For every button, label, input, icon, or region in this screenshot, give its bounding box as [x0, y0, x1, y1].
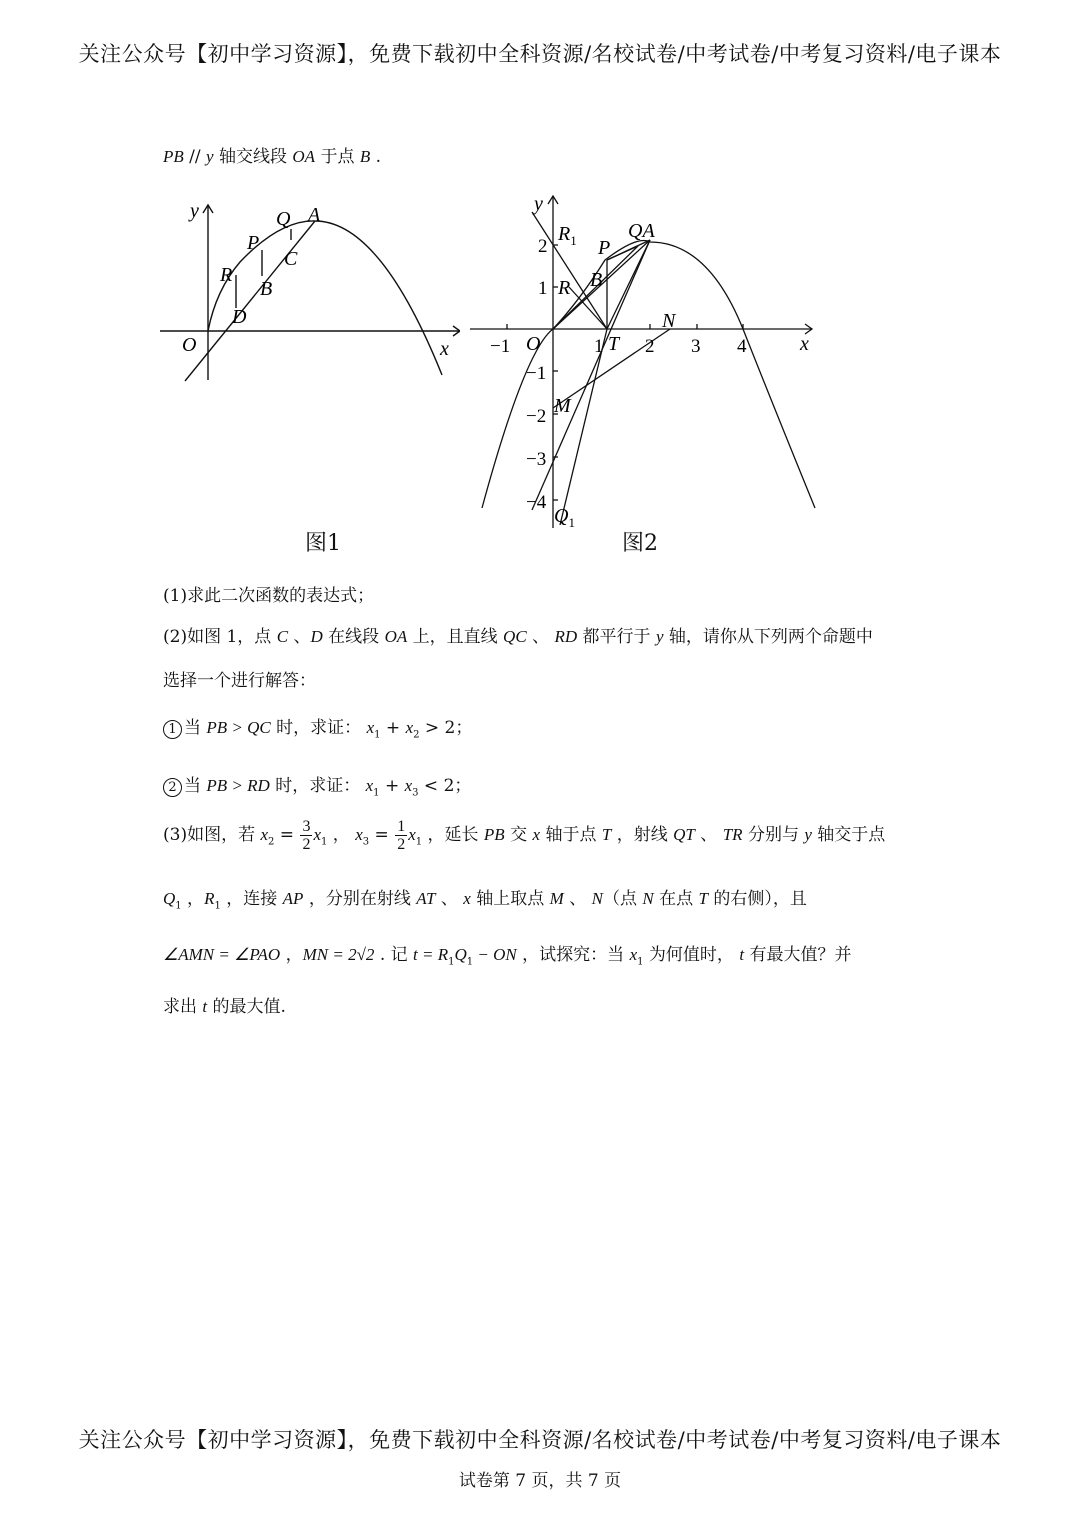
text-fragment: C [276, 627, 289, 646]
question-2-line-2: 选择一个进行解答： [163, 671, 316, 691]
fig2-label-n: N [662, 310, 676, 332]
fig1-label-r: R [220, 264, 233, 286]
text-fragment: （点 [602, 889, 643, 909]
text-fragment: x [408, 825, 416, 844]
figure-1 [160, 195, 460, 385]
text-fragment: 1 [637, 956, 644, 968]
text-fragment: PB > RD [206, 776, 270, 795]
text-fragment: . [370, 147, 382, 167]
text-fragment: (3)如图，若 [163, 825, 261, 845]
fig2-tick-x-3: 3 [691, 336, 701, 357]
fraction-1-2 [395, 818, 407, 853]
text-fragment: 3 [302, 818, 311, 835]
fig2-label-o: O [526, 333, 541, 355]
text-fragment: RD [554, 627, 578, 646]
text-fragment: ，分别在射线 [303, 889, 417, 909]
fig2-label-t: T [608, 333, 620, 355]
text-fragment: 、 [694, 825, 723, 845]
text-fragment: 、 [288, 627, 311, 647]
text-fragment: 当 [184, 718, 207, 738]
text-fragment: OA [384, 627, 408, 646]
text-fragment: ， [181, 889, 205, 909]
text-fragment: M [549, 889, 564, 908]
text-fragment: . 记 [374, 945, 414, 965]
text-fragment: N [642, 889, 654, 908]
choice-2 [163, 771, 471, 798]
text-fragment: 1 [321, 836, 328, 848]
text-fragment: N [591, 889, 603, 908]
text-fragment: ，试探究：当 [516, 945, 630, 965]
text-fragment: 1 [448, 956, 455, 968]
text-fragment: Q [554, 505, 569, 527]
text-fragment: 1 [466, 956, 474, 968]
text-fragment: TR [722, 825, 743, 844]
text-fragment: x [463, 889, 471, 908]
text-fragment: ，连接 [220, 889, 283, 909]
fig2-tick-y-2: 2 [538, 236, 548, 257]
text-fragment: 有最大值？并 [744, 945, 852, 965]
text-fragment: Q [454, 945, 467, 964]
text-fragment: y [655, 627, 664, 646]
question-3-line-1 [163, 818, 885, 853]
fig1-label-d: D [232, 306, 247, 328]
text-fragment: 轴，请你从下列两个命题中 [663, 627, 873, 647]
bottom-banner: 关注公众号【初中学习资源】，免费下载初中全科资源/名校试卷/中考试卷/中考复习资料/电子课本 [78, 1428, 1002, 1452]
fig2-tick-y-neg3: −3 [526, 449, 547, 470]
fig2-label-m: M [554, 395, 571, 417]
circled-number-2: 2 [163, 778, 182, 797]
text-fragment: 的右侧），且 [707, 889, 807, 909]
fig2-tick-x-2: 2 [645, 336, 655, 357]
text-fragment: y [804, 825, 812, 844]
fig1-label-x: x [440, 338, 449, 360]
fig2-label-x: x [800, 333, 809, 355]
question-1: (1)求此二次函数的表达式； [163, 586, 375, 606]
intro-line [163, 142, 381, 167]
text-fragment: 交 [504, 825, 533, 845]
top-banner: 关注公众号【初中学习资源】，免费下载初中全科资源/名校试卷/中考试卷/中考复习资料/电子课本 [78, 42, 1002, 66]
text-fragment: ∠AMN = ∠PAO [163, 945, 281, 964]
fraction-3-2 [300, 818, 312, 853]
text-fragment: 1 [570, 233, 577, 248]
text-fragment: 1 [373, 787, 380, 799]
fig2-tick-x-neg1: −1 [490, 336, 511, 357]
page-footer: 试卷第 7 页，共 7 页 [458, 1471, 622, 1491]
text-fragment: 、 [526, 627, 555, 647]
fig2-label-r1 [557, 223, 577, 248]
fig2-label-p: P [598, 237, 611, 259]
text-fragment: 分别与 [742, 825, 805, 845]
text-fragment: x [532, 825, 541, 844]
fig2-caption: 图2 [622, 531, 658, 556]
text-fragment: QT [673, 825, 695, 844]
fig1-label-p: P [247, 232, 260, 254]
text-fragment: 1 [374, 729, 381, 741]
text-fragment: 2 [268, 836, 275, 848]
text-fragment: 1 [415, 836, 423, 848]
fig1-caption: 图1 [305, 531, 341, 556]
text-fragment: x [260, 825, 269, 844]
text-fragment: 3 [412, 787, 419, 799]
text-fragment: (2)如图 1，点 [163, 627, 277, 647]
text-fragment: 轴交于点 [811, 825, 886, 845]
question-2-line-1 [163, 622, 873, 647]
text-fragment: // [183, 147, 207, 167]
text-fragment: 3 [362, 836, 370, 848]
text-fragment: 轴交线段 [213, 147, 293, 167]
text-fragment: 时，求证： [269, 776, 361, 796]
fig1-label-q: Q [276, 208, 291, 230]
question-3-line-3 [163, 940, 851, 967]
text-fragment: 求出 [163, 997, 203, 1017]
text-fragment: QC [503, 627, 527, 646]
text-fragment: 在点 [653, 889, 699, 909]
fig2-label-b: B [590, 269, 603, 291]
text-fragment: B [359, 147, 371, 166]
text-fragment: > 2 [419, 718, 456, 738]
text-fragment: ， [280, 945, 303, 965]
text-fragment: ； [455, 718, 473, 738]
text-fragment: 上，且直线 [407, 627, 504, 647]
text-fragment: t = R [413, 945, 449, 964]
text-fragment: T [601, 825, 612, 844]
text-fragment: x [405, 718, 414, 737]
text-fragment: PB > QC [206, 718, 271, 737]
text-fragment: 2 [413, 729, 420, 741]
text-fragment: 1 [397, 818, 406, 835]
fig1-label-c: C [284, 248, 298, 270]
text-fragment: OA [292, 147, 316, 166]
text-fragment: 在线段 [322, 627, 385, 647]
fig1-label-y: y [190, 200, 199, 222]
fig2-tick-x-4: 4 [737, 336, 747, 357]
text-fragment: x [355, 825, 363, 844]
text-fragment: PB [483, 825, 505, 844]
text-fragment: = [274, 825, 300, 845]
fig2-label-q1 [554, 505, 575, 530]
text-fragment: x [629, 945, 638, 964]
text-fragment: ； [454, 776, 472, 796]
figure-2 [470, 190, 820, 530]
fig2-tick-y-1: 1 [538, 278, 548, 299]
text-fragment: y [206, 147, 214, 166]
text-fragment: 1 [214, 900, 221, 912]
text-fragment: 轴上取点 [470, 889, 550, 909]
text-fragment: x [365, 776, 374, 795]
text-fragment: 于点 [315, 147, 360, 167]
text-fragment: ， [327, 825, 350, 845]
text-fragment: R [204, 889, 215, 908]
text-fragment: x [366, 718, 375, 737]
text-fragment: AP [282, 889, 304, 908]
text-fragment: 、 [435, 889, 464, 909]
text-fragment: 为何值时， [643, 945, 740, 965]
text-fragment: 当 [184, 776, 207, 796]
text-fragment: 2 [397, 836, 406, 853]
text-fragment: AT [416, 889, 436, 908]
question-3-line-2 [163, 884, 807, 911]
fig2-tick-y-neg4: −4 [526, 492, 547, 513]
fig1-label-b: B [260, 278, 273, 300]
text-fragment: 1 [175, 900, 182, 912]
text-fragment: + [379, 776, 405, 796]
fig2-tick-y-neg2: −2 [526, 406, 547, 427]
text-fragment: 都平行于 [577, 627, 656, 647]
text-fragment: D [310, 627, 323, 646]
text-fragment: = [369, 825, 395, 845]
text-fragment: MN = 2√2 [302, 945, 375, 964]
text-fragment: 时，求证： [270, 718, 362, 738]
text-fragment: 的最大值. [207, 997, 286, 1017]
fig2-label-qa: QA [628, 220, 655, 242]
text-fragment: T [698, 889, 708, 908]
question-3-line-4 [163, 992, 286, 1017]
text-fragment: + [380, 718, 406, 738]
text-fragment: t [739, 945, 745, 964]
fig2-label-y: y [534, 193, 543, 215]
text-fragment: PB [163, 147, 184, 166]
fig2-tick-x-1: 1 [594, 336, 604, 357]
text-fragment: ，射线 [611, 825, 674, 845]
text-fragment: Q [163, 889, 176, 908]
text-fragment: x [404, 776, 413, 795]
fig1-label-o: O [182, 334, 197, 356]
text-fragment: t [202, 997, 208, 1016]
text-fragment: 2 [302, 836, 311, 853]
text-fragment: ，延长 [422, 825, 484, 845]
text-fragment: x [313, 825, 322, 844]
text-fragment: 、 [563, 889, 592, 909]
fig2-label-r: R [558, 277, 571, 299]
text-fragment: < 2 [418, 776, 455, 796]
circled-number-1: 1 [163, 720, 182, 739]
text-fragment: R [558, 223, 571, 245]
choice-1 [163, 713, 472, 740]
text-fragment: 1 [568, 515, 575, 530]
fig1-label-a: A [308, 204, 321, 226]
text-fragment: 轴于点 [540, 825, 602, 845]
fig2-tick-y-neg1: −1 [526, 363, 547, 384]
text-fragment: − ON [473, 945, 517, 964]
